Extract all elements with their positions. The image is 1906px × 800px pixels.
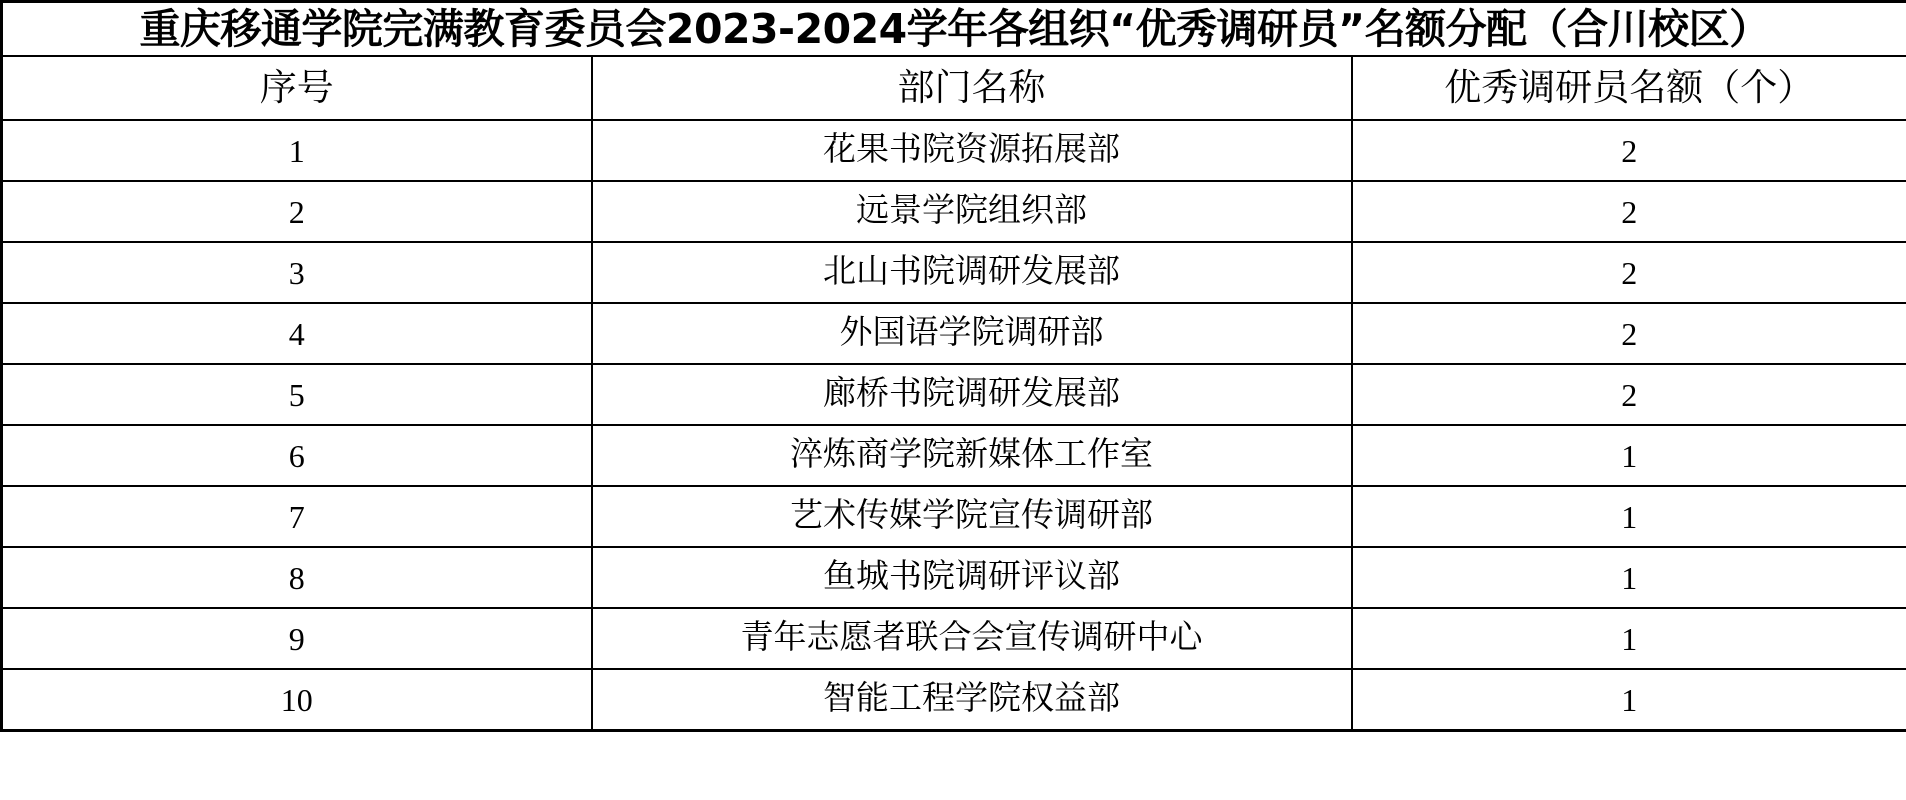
cell-quota: 2 (1352, 364, 1906, 425)
cell-quota: 1 (1352, 547, 1906, 608)
cell-department: 北山书院调研发展部 (592, 242, 1352, 303)
table-body (2, 2, 1906, 731)
cell-index: 5 (2, 364, 592, 425)
column-header-department: 部门名称 (592, 56, 1352, 120)
cell-quota: 2 (1352, 242, 1906, 303)
table-row (2, 608, 1906, 669)
column-header-quota: 优秀调研员名额（个） (1352, 56, 1906, 120)
cell-department: 青年志愿者联合会宣传调研中心 (592, 608, 1352, 669)
title-row (2, 2, 1906, 57)
cell-quota: 1 (1352, 425, 1906, 486)
cell-quota: 2 (1352, 181, 1906, 242)
cell-quota: 1 (1352, 608, 1906, 669)
cell-index: 9 (2, 608, 592, 669)
table-row (2, 242, 1906, 303)
header-row (2, 56, 1906, 120)
cell-quota: 2 (1352, 120, 1906, 181)
cell-department: 艺术传媒学院宣传调研部 (592, 486, 1352, 547)
cell-index: 10 (2, 669, 592, 731)
cell-index: 4 (2, 303, 592, 364)
cell-department: 廊桥书院调研发展部 (592, 364, 1352, 425)
cell-index: 3 (2, 242, 592, 303)
table-row (2, 669, 1906, 731)
cell-department: 鱼城书院调研评议部 (592, 547, 1352, 608)
table-row (2, 181, 1906, 242)
cell-index: 6 (2, 425, 592, 486)
table-row (2, 547, 1906, 608)
table-row (2, 486, 1906, 547)
page-title: 重庆移通学院完满教育委员会2023-2024学年各组织“优秀调研员”名额分配（合川校区） (2, 2, 1906, 57)
cell-quota: 1 (1352, 669, 1906, 731)
cell-index: 8 (2, 547, 592, 608)
cell-department: 远景学院组织部 (592, 181, 1352, 242)
cell-department: 智能工程学院权益部 (592, 669, 1352, 731)
table-row (2, 425, 1906, 486)
cell-quota: 2 (1352, 303, 1906, 364)
cell-index: 1 (2, 120, 592, 181)
cell-quota: 1 (1352, 486, 1906, 547)
cell-index: 2 (2, 181, 592, 242)
table-row (2, 120, 1906, 181)
table-row (2, 364, 1906, 425)
cell-department: 花果书院资源拓展部 (592, 120, 1352, 181)
cell-index: 7 (2, 486, 592, 547)
column-header-index: 序号 (2, 56, 592, 120)
cell-department: 淬炼商学院新媒体工作室 (592, 425, 1352, 486)
table-row (2, 303, 1906, 364)
cell-department: 外国语学院调研部 (592, 303, 1352, 364)
